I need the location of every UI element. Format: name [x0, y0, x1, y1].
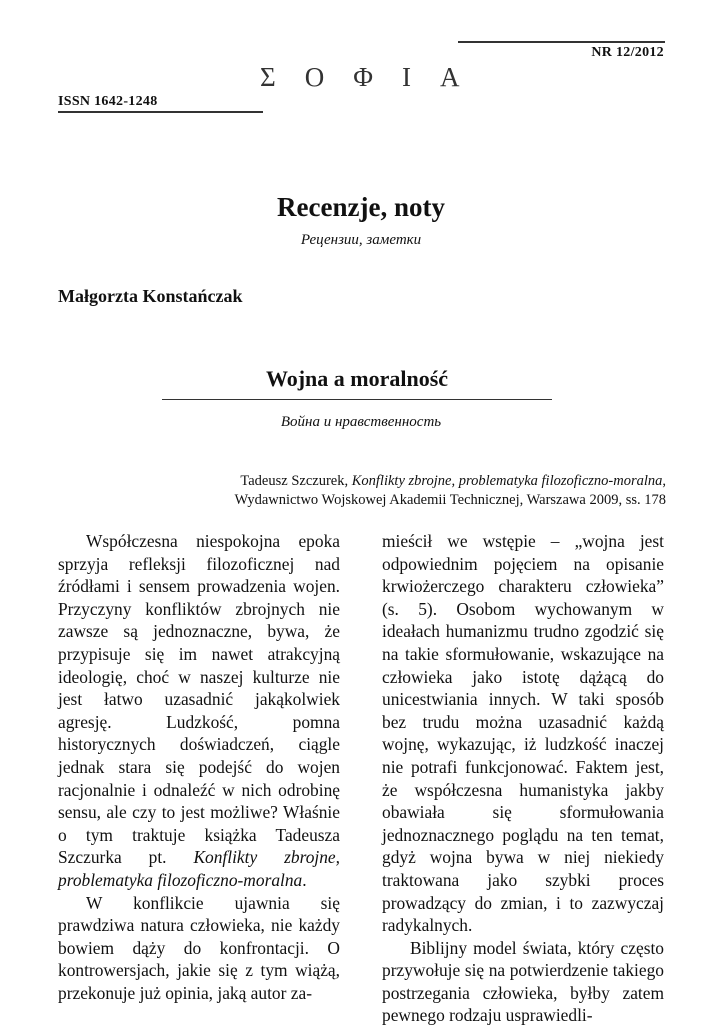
reference-book-title: Konflikty zbrojne, problematyka filozoficzno-moralna: [351, 473, 663, 489]
article-title: Wojna a moralność: [265, 366, 449, 391]
header-top-rule: [458, 41, 665, 43]
section-title: Recenzje, noty: [277, 192, 445, 222]
title-underline: [162, 399, 552, 400]
book-title-inline: Konflikty zbrojne, problematyka filozoficzno-moralna: [58, 847, 340, 890]
section-subtitle: Рецензии, заметки: [300, 232, 422, 248]
reference-author: Tadeusz Szczurek,: [240, 473, 352, 489]
paragraph: mieścił we wstępie – „wojna jest odpowiednim pojęciem na opisanie krwiożerczego charakteru człowieka” (s. 5). Osobom wychowanym w ideałach humanizmu trudno zgodzić się na takie sformułowanie, wskazujące na człowieka jako istotę dążącą do unicestwiania innych. W taki sposób bez trudu można uzasadnić każdą wojnę, wykazując, iż ludzkość inaczej nie potrafi funkcjonować. Faktem jest, że współczesna humanistyka jakby obawiała się sformułowania jednoznacznego poglądu na ten temat, gdyż wojna bywa w niej niekiedy traktowana jako szybki proces prowadzący do zmian, i to zazwyczaj radykalnych.: [382, 531, 664, 936]
paragraph-text: Współczesna niespokojna epoka sprzyja refleksji filozoficznej nad źródłami i sensem prowadzenia wojen. Przyczyny konfliktów zbrojnych nie zawsze są jednoznaczne, bywa, że przypisuje się im nawet atrakcyjną ideologię, choć w naszej kulturze nie jest łatwo uzasadnić jakąkolwiek agresję. Ludzkość, pomna historycznych doświadczeń, ciągle jednak stara się podejść do wojen racjonalnie i odnaleźć w nich odrobinę sensu, ale czy to jest możliwe? Właśnie o tym traktuje książka Tadeusza Szczurka pt.: [58, 531, 340, 868]
issn-label: ISSN 1642-1248: [58, 94, 158, 109]
reference-line-1: [235, 472, 667, 491]
article-subtitle: Война и нравственность: [280, 414, 442, 430]
article-author: Małgorzta Konstańczak: [58, 286, 243, 306]
journal-logo: ΣΟΦΙΑ: [260, 62, 489, 92]
book-reference: [235, 472, 667, 510]
issue-number: NR 12/2012: [591, 45, 664, 60]
header-issn-rule: [58, 111, 263, 113]
paragraph-end: .: [302, 869, 307, 890]
reference-line-2: Wydawnictwo Wojskowej Akademii Technicznej, Warszawa 2009, ss. 178: [234, 492, 666, 508]
paragraph: W konflikcie ujawnia się prawdziwa natura człowieka, nie każdy bowiem dąży do konfrontacji. O kontrowersjach, jakie się z tym wiążą, przekonuje już opinia, jaką autor za-: [58, 892, 340, 1003]
paragraph: Biblijny model świata, który często przywołuje się na potwierdzenie takiego postrzegania człowieka, byłby zatem pewnego rodzaju usprawiedli-: [382, 937, 664, 1026]
reference-comma: ,: [662, 473, 666, 489]
body-column-right: [382, 530, 664, 1027]
paragraph: [58, 530, 340, 892]
body-column-left: [58, 530, 340, 1004]
